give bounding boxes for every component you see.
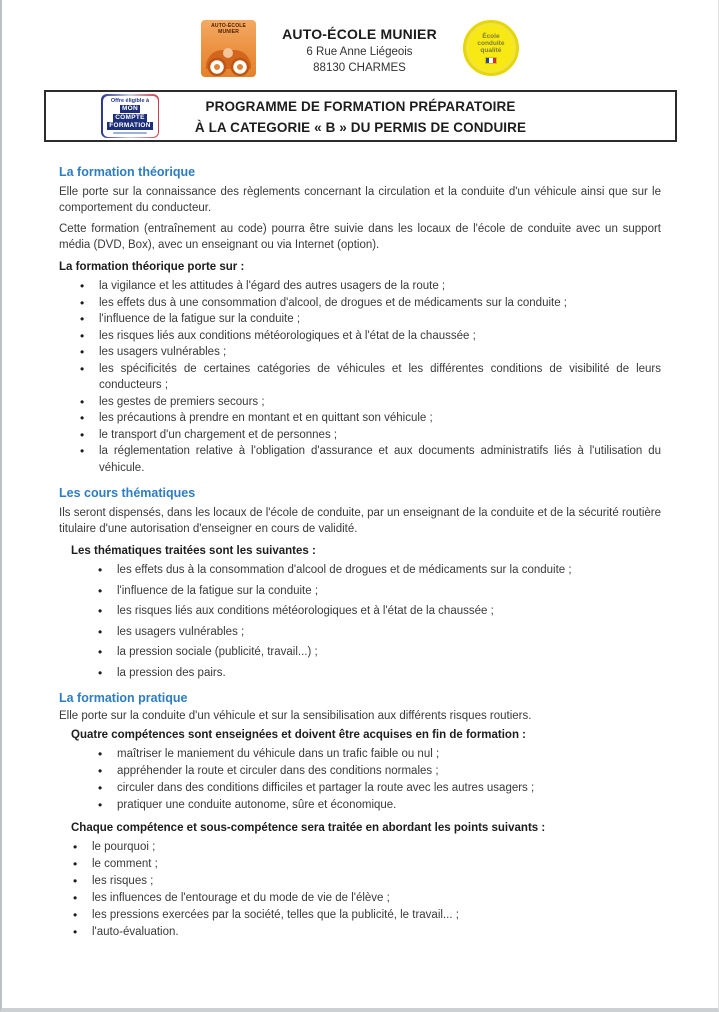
paragraph: Elle porte sur la conduite d'un véhicule et sur la sensibilisation aux différents risques routiers. [59, 709, 532, 722]
cpf-badge [101, 94, 159, 138]
school-logo-banner [201, 20, 256, 35]
list-item: • appréhender la route et circuler dans des conditions normales ; [117, 763, 661, 780]
quality-badge-line2: conduite [477, 39, 505, 47]
paragraph: Elle porte sur la connaissance des règlements concernant la circulation et la conduite d'un véhicule ainsi que sur le comportement du conducteur. [59, 186, 661, 214]
points-list [59, 839, 661, 941]
quality-label-badge [463, 20, 519, 76]
formation-theorique-list [59, 278, 661, 476]
quality-badge-line1: École [482, 32, 500, 40]
list-item: • la réglementation relative à l'obligation d'assurance et aux documents administratifs liés à l'utilisation du véhicule. [99, 443, 661, 476]
list-item: • les risques liés aux conditions météorologiques et à l'état de la chaussée ; [99, 328, 661, 345]
list-item: • le pourquoi ; [92, 839, 661, 856]
cpf-badge-inner [103, 96, 158, 137]
list-item: • la pression sociale (publicité, travail...) ; [117, 644, 661, 660]
cpf-word-compte: COMPTE [115, 113, 145, 121]
list-item: • circuler dans des conditions difficiles et partager la route avec les autres usagers ; [117, 780, 661, 797]
section-heading-formation-pratique: La formation pratique [59, 690, 188, 705]
list-item: • les usagers vulnérables ; [99, 344, 661, 361]
list-item: • les risques ; [92, 873, 661, 890]
list-item: • les influences de l'entourage et du mode de vie de l'élève ; [92, 890, 661, 907]
list-item: • la pression des pairs. [117, 665, 661, 681]
list-item: • les spécificités de certaines catégories de véhicules et les différentes conditions de visibilité de leurs conducteurs ; [99, 361, 661, 394]
school-logo [201, 20, 256, 77]
list-item: • les usagers vulnérables ; [117, 624, 661, 640]
school-address-street: 6 Rue Anne Liégeois [306, 46, 413, 58]
list-item: • le comment ; [92, 856, 661, 873]
list-intro: Chaque compétence et sous-compétence sera traitée en abordant les points suivants : [71, 821, 546, 834]
list-item: • les effets dus à une consommation d'alcool, de drogues et de médicaments sur la conduite ; [99, 295, 661, 312]
list-item: • l'auto-évaluation. [92, 924, 661, 941]
list-item: • l'influence de la fatigue sur la conduite ; [99, 311, 661, 328]
school-logo-text-line2: MUNIER [218, 29, 240, 35]
list-item: • les effets dus à la consommation d'alcool de drogues et de médicaments sur la conduite ; [117, 562, 661, 578]
car-icon [201, 44, 256, 76]
list-intro: Les thématiques traitées sont les suivantes : [71, 545, 316, 557]
school-identity [282, 20, 437, 76]
section-heading-formation-theorique: La formation théorique [59, 165, 196, 179]
list-intro: Quatre compétences sont enseignées et doivent être acquises en fin de formation : [71, 728, 527, 741]
school-address-city: 88130 CHARMES [313, 62, 406, 74]
list-item: • les précautions à prendre en montant et en quittant son véhicule ; [99, 410, 661, 427]
paragraph: Ils seront dispensés, dans les locaux de l'école de conduite, par un enseignant de la conduite et de la sécurité routière titulaire d'une autorisation d'enseigner en cours de validité. [59, 507, 661, 535]
section-heading-cours-thematiques: Les cours thématiques [59, 486, 196, 500]
list-item: • les gestes de premiers secours ; [99, 394, 661, 411]
cpf-url-line [113, 132, 147, 134]
cpf-word-mon: MON [121, 105, 139, 112]
cours-thematiques-list [59, 562, 661, 681]
list-item: • la vigilance et les attitudes à l'égard des autres usagers de la route ; [99, 278, 661, 295]
list-item: • pratiquer une conduite autonome, sûre et économique. [117, 797, 661, 814]
list-intro: La formation théorique porte sur : [59, 261, 245, 273]
competences-list [59, 746, 661, 814]
cpf-word-formation: FORMATION [109, 122, 151, 129]
list-item: • maîtriser le maniement du véhicule dans un trafic faible ou nul ; [117, 746, 661, 763]
list-item: • les pressions exercées par la société, telles que la publicité, le travail... ; [92, 907, 661, 924]
school-name: AUTO-ÉCOLE MUNIER [282, 26, 437, 42]
paragraph: Cette formation (entraînement au code) pourra être suivie dans les locaux de l'école de conduite avec un support média (DVD, Box), avec un enseignant ou via Internet (option). [59, 223, 661, 251]
list-item: • le transport d'un chargement et de personnes ; [99, 427, 661, 444]
quality-badge-text [477, 33, 504, 54]
list-item: • les risques liés aux conditions météorologiques et à l'état de la chaussée ; [117, 603, 661, 619]
school-logo-text-line1: AUTO-ÉCOLE [211, 23, 247, 29]
list-item: • l'influence de la fatigue sur la conduite ; [117, 583, 661, 599]
title-box [44, 90, 677, 142]
document-title-line2: À LA CATEGORIE « B » DU PERMIS DE CONDUIRE [194, 120, 527, 135]
quality-badge-line3: qualité [480, 46, 502, 54]
french-flag-icon [485, 57, 497, 64]
document-title-line1: PROGRAMME DE FORMATION PRÉPARATOIRE [205, 99, 516, 114]
header [59, 20, 661, 77]
cpf-eligible-text: Offre éligible à [110, 97, 150, 104]
